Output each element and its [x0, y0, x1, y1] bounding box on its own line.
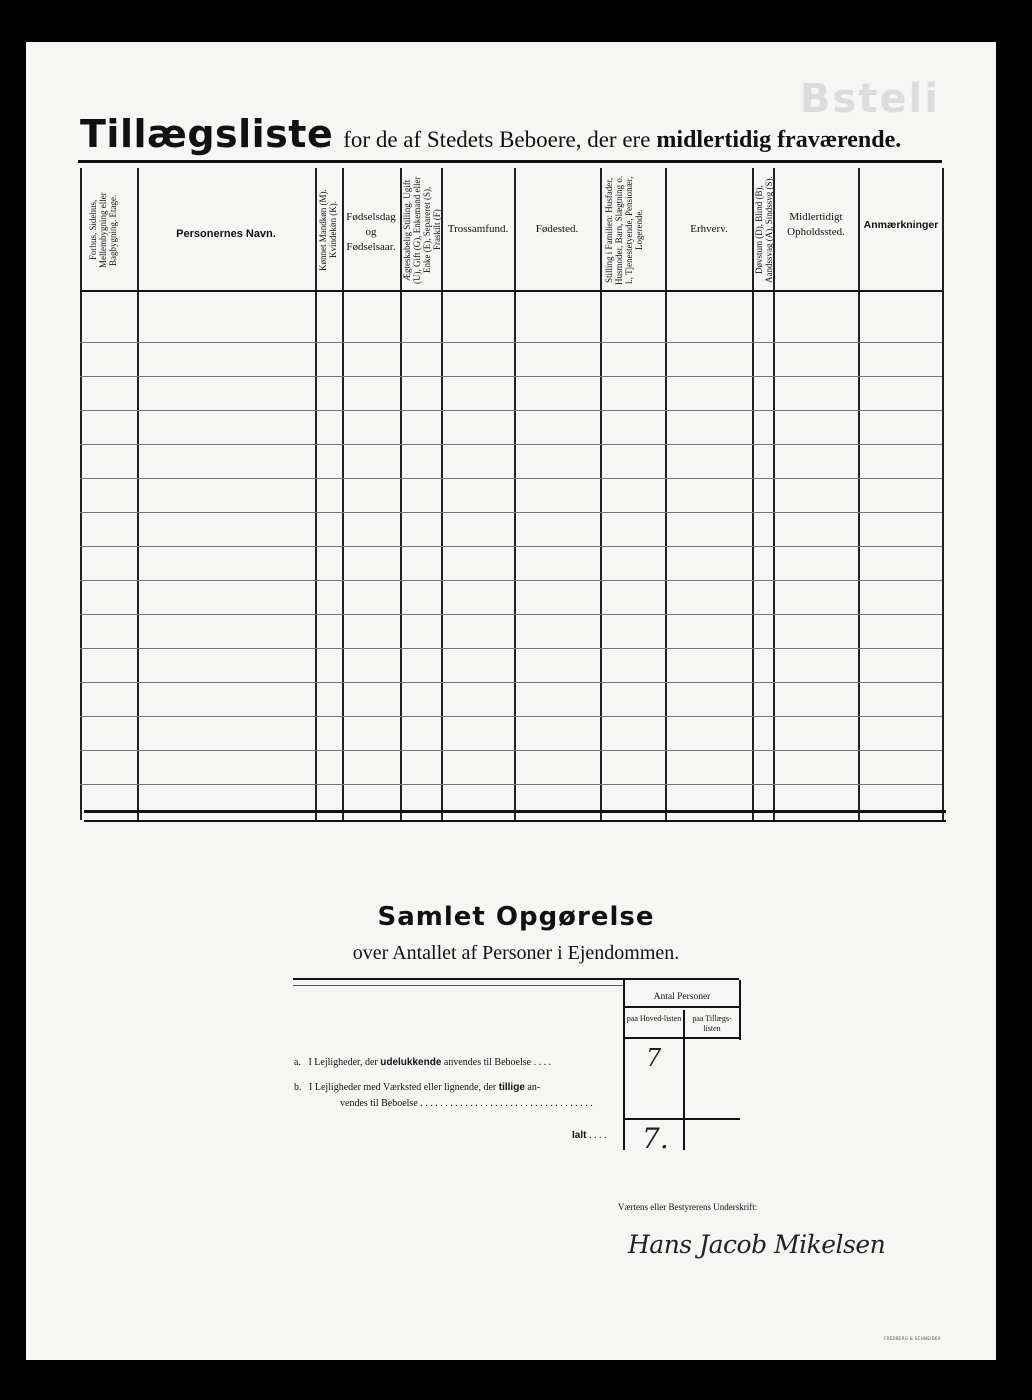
- table-row-line: [80, 716, 942, 717]
- table-border-right: [942, 168, 944, 820]
- tillaegslisten-label: paa Tillægs-listen: [692, 1014, 732, 1033]
- table-row-line: [80, 342, 942, 343]
- table-row-line: [80, 614, 942, 615]
- table-row-line: [80, 648, 942, 649]
- title-middle: for de af Stedets Beboere, der ere: [343, 127, 651, 152]
- row-a-text-end: anvendes til Beboelse: [443, 1057, 532, 1068]
- header-birth-date-line2: og: [365, 226, 377, 238]
- column-divider: [315, 168, 317, 820]
- row-b-text: I Lejligheder med Værksted eller lignende, der: [309, 1082, 497, 1093]
- summary-divider: [683, 1010, 685, 1150]
- header-temp-residence-line2: Opholdssted.: [787, 226, 845, 238]
- bleed-through-stamp: Bsteli: [800, 76, 940, 122]
- row-a-prefix: a.: [294, 1057, 301, 1068]
- title-main: Tillægsliste: [80, 112, 334, 156]
- column-divider: [858, 168, 860, 820]
- table-row-line: [80, 784, 942, 785]
- summary-top-rule-thin: [293, 985, 623, 986]
- summary-rule: [623, 1037, 740, 1039]
- table-row-line: [80, 546, 942, 547]
- row-b-bold: tillige: [498, 1082, 525, 1093]
- table-row-line: [80, 410, 942, 411]
- title-rule: [78, 160, 942, 163]
- column-divider: [137, 168, 139, 820]
- dot-leader: . . . .: [531, 1057, 552, 1068]
- header-birth-date: [344, 212, 398, 253]
- table-row-line: [80, 478, 942, 479]
- table-border-left: [80, 168, 82, 820]
- form-title: [80, 112, 901, 156]
- column-divider: [441, 168, 443, 820]
- title-bold: midlertidig fraværende.: [656, 127, 902, 153]
- table-row-line: [80, 750, 942, 751]
- header-birth-date-line3: Fødselsaar.: [346, 241, 396, 253]
- table-bottom-rule: [84, 810, 946, 813]
- table-row-line: [80, 512, 942, 513]
- summary-rule: [623, 1118, 740, 1120]
- hovedlisten-label: paa Hoved-listen: [626, 1014, 682, 1023]
- header-person-names: Personernes Navn.: [176, 228, 276, 240]
- header-family-position: Stilling i Familien: Husfader, Husmoder, Barn, Slægtning o. l., Tjenestetyende, Pensionær, Logerende.: [604, 175, 644, 285]
- header-building-floor: Forhus, Sidehus, Mellembygning eller Bagbygning. Etage.: [88, 192, 118, 268]
- ialt-row: [572, 1130, 606, 1141]
- ialt-count: 7.: [642, 1122, 669, 1155]
- header-birth-date-line1: Fødselsdag: [346, 211, 396, 223]
- summary-top-rule: [293, 978, 739, 980]
- header-occupation: Erhverv.: [690, 223, 728, 235]
- header-rule: [80, 290, 942, 292]
- header-temp-residence-line1: Midlertidigt: [789, 211, 843, 223]
- header-birthplace: Fødested.: [535, 223, 579, 235]
- summary-divider: [739, 980, 741, 1040]
- column-divider: [342, 168, 344, 820]
- table-row-line: [80, 376, 942, 377]
- header-disabilities: Døvstum (D), Blind (B), Aandssvag (A), Sindssyg (S).: [754, 176, 774, 284]
- row-a-bold: udelukkende: [380, 1057, 442, 1068]
- table-row-line: [80, 444, 942, 445]
- row-b-line2-text: vendes til Beboelse: [340, 1098, 418, 1109]
- printer-imprint: FREDBERG & SCHNEIDER: [884, 1336, 941, 1341]
- row-a-text: I Lejligheder, der: [308, 1057, 378, 1068]
- summary-subtitle: over Antallet af Personer i Ejendommen.: [352, 942, 680, 964]
- header-religion: Trossamfund.: [447, 223, 509, 235]
- signature: Hans Jacob Mikelsen: [628, 1230, 886, 1259]
- signature-label: Værtens eller Bestyrerens Underskrift:: [618, 1202, 758, 1212]
- column-divider: [600, 168, 602, 820]
- table-row-line: [80, 682, 942, 683]
- header-sex: Kønnet Mandkøn (M). Kvindekøn (K).: [318, 189, 338, 271]
- dot-leader: . . . .: [586, 1130, 607, 1141]
- summary-title: Samlet Opgørelse: [377, 902, 655, 932]
- table-bottom-rule: [84, 820, 946, 822]
- row-a-count: 7: [646, 1044, 662, 1072]
- column-divider: [514, 168, 516, 820]
- header-marital-status: Ægteskabelig Stilling. Ugift (U), Gift (G), Enkemand eller Enke (E), Separeret (S), Fraskilt (F): [402, 176, 442, 284]
- antal-personer-label: Antal Personer: [653, 992, 711, 1002]
- table-row-line: [80, 580, 942, 581]
- summary-row-a: [294, 1057, 551, 1068]
- header-remarks: Anmærkninger: [863, 219, 939, 231]
- dot-leader: . . . . . . . . . . . . . . . . . . . . . . . . . . . . . . . . . . .: [417, 1098, 593, 1109]
- column-divider: [665, 168, 667, 820]
- summary-rule: [623, 1006, 740, 1008]
- summary-row-b: [294, 1082, 540, 1093]
- summary-row-b-line2: [340, 1098, 593, 1109]
- row-b-text-end: an-: [527, 1082, 541, 1093]
- row-b-prefix: b.: [294, 1082, 302, 1093]
- header-temp-residence: [775, 212, 857, 238]
- ialt-label: Ialt: [572, 1130, 587, 1141]
